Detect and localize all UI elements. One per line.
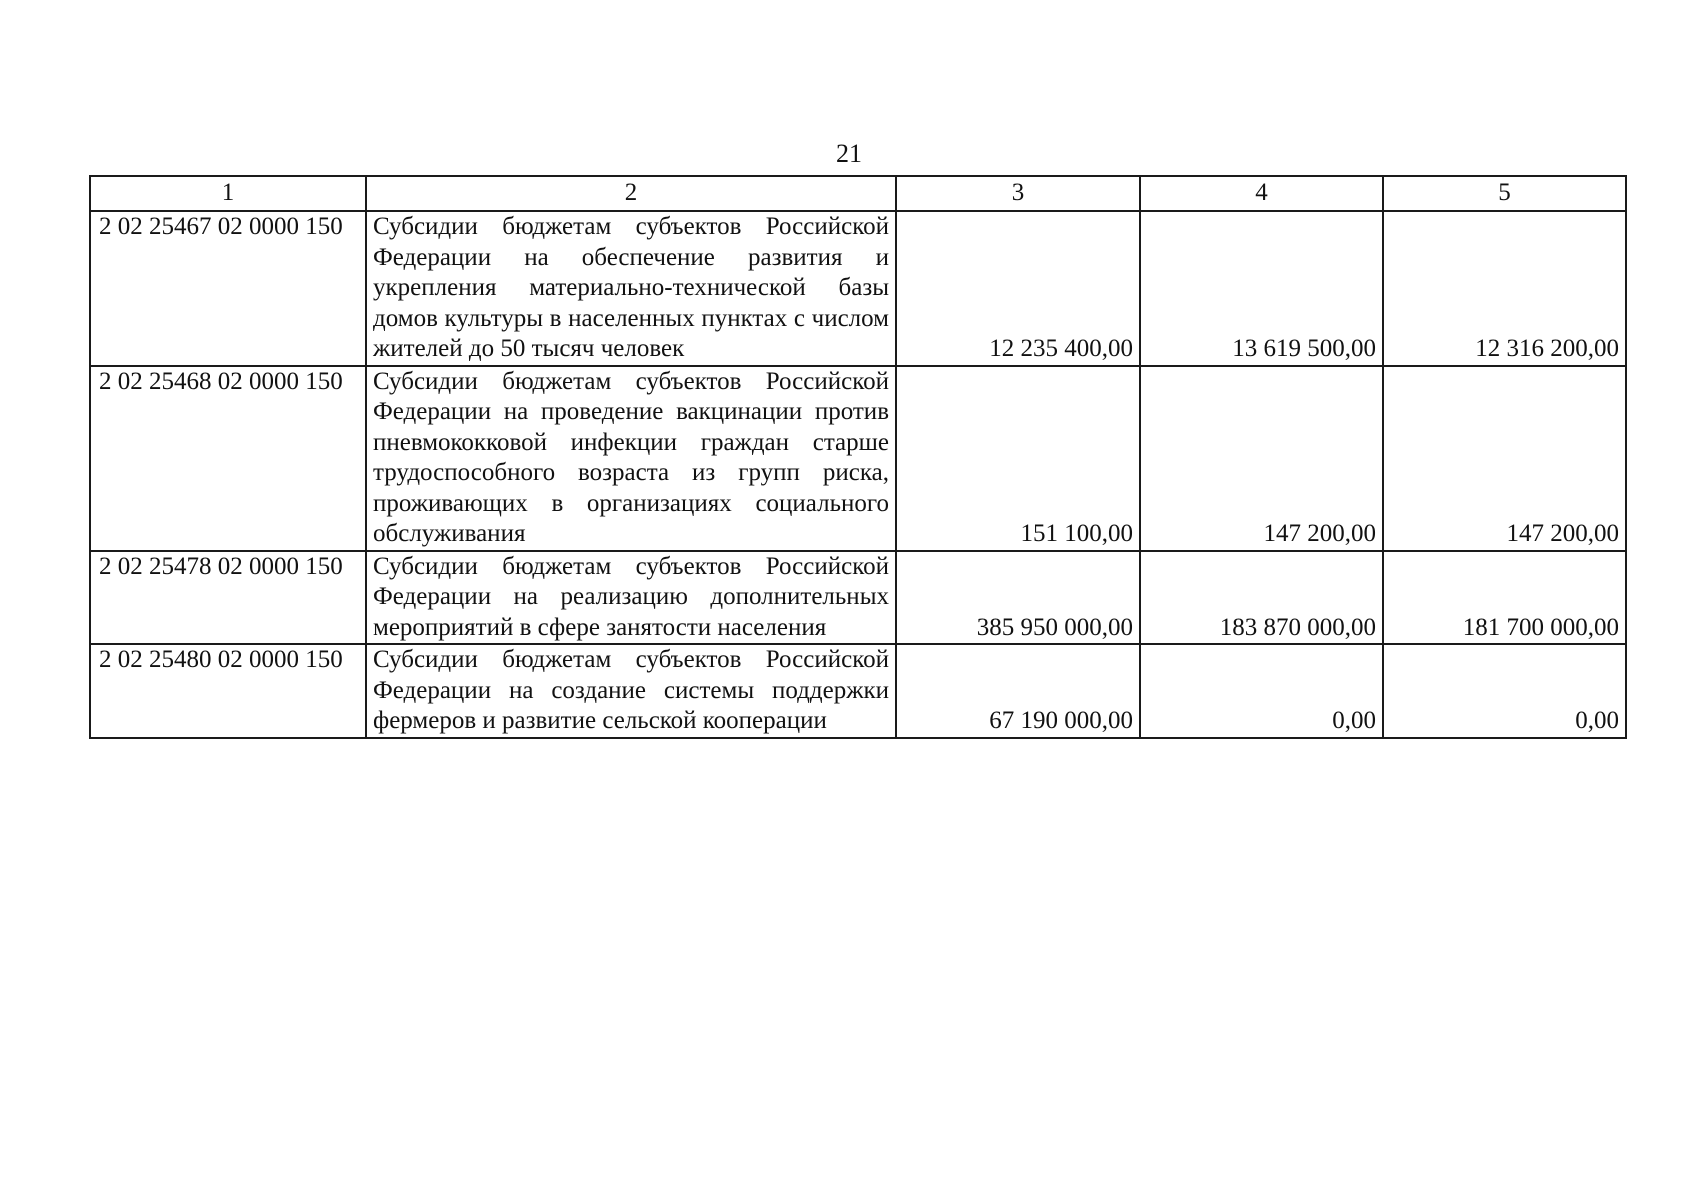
amount-col-3: 67 190 000,00 — [896, 644, 1140, 738]
budget-description: Субсидии бюджетам субъектов Российской Федерации на создание системы поддержки фермеров и развитие сельской кооперации — [366, 644, 896, 738]
header-col-1: 1 — [90, 176, 366, 211]
budget-description: Субсидии бюджетам субъектов Российской Федерации на обеспечение развития и укрепления материально-технической базы домов культуры в населенных пунктах с числом жителей до 50 тысяч человек — [366, 211, 896, 366]
header-col-5: 5 — [1383, 176, 1626, 211]
amount-col-3: 151 100,00 — [896, 366, 1140, 551]
amount-col-4: 13 619 500,00 — [1140, 211, 1383, 366]
amount-col-4: 147 200,00 — [1140, 366, 1383, 551]
budget-code: 2 02 25467 02 0000 150 — [90, 211, 366, 366]
amount-col-5: 147 200,00 — [1383, 366, 1626, 551]
amount-col-4: 0,00 — [1140, 644, 1383, 738]
budget-description: Субсидии бюджетам субъектов Российской Федерации на проведение вакцинации против пневмококковой инфекции граждан старше трудоспособного возраста из групп риска, проживающих в организациях социального обслуживания — [366, 366, 896, 551]
amount-col-5: 0,00 — [1383, 644, 1626, 738]
amount-col-3: 12 235 400,00 — [896, 211, 1140, 366]
table-row — [90, 211, 1626, 366]
amount-col-4: 183 870 000,00 — [1140, 551, 1383, 645]
header-col-3: 3 — [896, 176, 1140, 211]
amount-col-5: 12 316 200,00 — [1383, 211, 1626, 366]
budget-code: 2 02 25480 02 0000 150 — [90, 644, 366, 738]
budget-code: 2 02 25478 02 0000 150 — [90, 551, 366, 645]
table-row — [90, 644, 1626, 738]
table-row — [90, 366, 1626, 551]
table-header-row — [90, 176, 1626, 211]
table-row — [90, 551, 1626, 645]
budget-table — [89, 175, 1627, 739]
header-col-4: 4 — [1140, 176, 1383, 211]
header-col-2: 2 — [366, 176, 896, 211]
page-number: 21 — [836, 139, 862, 168]
amount-col-3: 385 950 000,00 — [896, 551, 1140, 645]
amount-col-5: 181 700 000,00 — [1383, 551, 1626, 645]
budget-code: 2 02 25468 02 0000 150 — [90, 366, 366, 551]
budget-description: Субсидии бюджетам субъектов Российской Федерации на реализацию дополнительных мероприятий в сфере занятости населения — [366, 551, 896, 645]
